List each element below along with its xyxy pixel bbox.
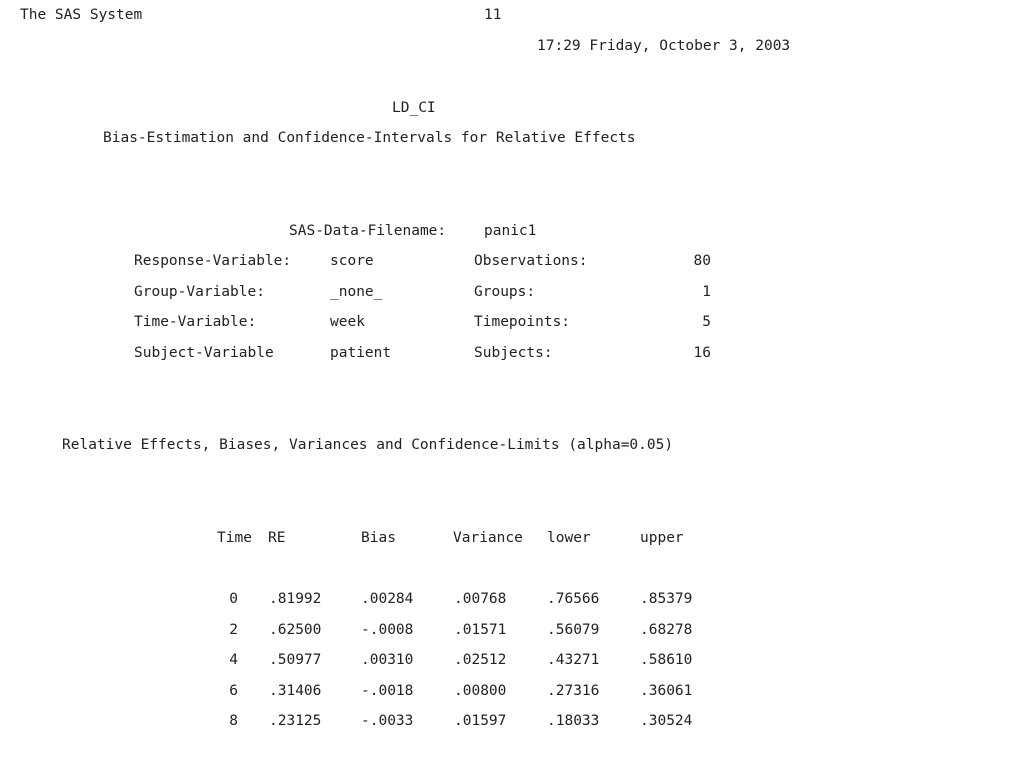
table-cell: .85379 — [640, 591, 693, 607]
filename-value: panic1 — [484, 223, 537, 239]
table-cell: .01571 — [454, 622, 507, 638]
table-cell: .01597 — [454, 713, 507, 729]
table-cell: .00310 — [361, 652, 414, 668]
table-cell: 8 — [229, 713, 238, 729]
column-header: Bias — [361, 530, 396, 546]
system-title: The SAS System — [20, 7, 143, 23]
column-header: Time — [217, 530, 252, 546]
table-cell: .62500 — [269, 622, 322, 638]
table-cell: .02512 — [454, 652, 507, 668]
info-label: Subject-Variable — [134, 345, 274, 361]
info-label: Time-Variable: — [134, 314, 257, 330]
table-cell: .31406 — [269, 683, 322, 699]
table-cell: -.0008 — [361, 622, 414, 638]
filename-label: SAS-Data-Filename: — [289, 223, 447, 239]
table-cell: .50977 — [269, 652, 322, 668]
procedure-subtitle: Bias-Estimation and Confidence-Intervals for Relative Effects — [103, 130, 636, 146]
column-header: Variance — [453, 530, 523, 546]
info-stat-value: 16 — [693, 345, 711, 361]
table-cell: .36061 — [640, 683, 693, 699]
info-label: Group-Variable: — [134, 284, 265, 300]
page-number: 11 — [484, 7, 502, 23]
table-cell: 2 — [229, 622, 238, 638]
info-value: patient — [330, 345, 392, 361]
table-cell: .56079 — [547, 622, 600, 638]
column-header: lower — [547, 530, 591, 546]
table-cell: -.0018 — [361, 683, 414, 699]
table-cell: .23125 — [269, 713, 322, 729]
info-stat-label: Groups: — [474, 284, 536, 300]
info-stat-label: Timepoints: — [474, 314, 571, 330]
info-label: Response-Variable: — [134, 253, 292, 269]
table-cell: .81992 — [269, 591, 322, 607]
results-heading: Relative Effects, Biases, Variances and Confidence-Limits (alpha=0.05) — [62, 437, 674, 453]
table-cell: 6 — [229, 683, 238, 699]
table-cell: .30524 — [640, 713, 693, 729]
info-stat-value: 80 — [693, 253, 711, 269]
table-cell: .43271 — [547, 652, 600, 668]
table-cell: 0 — [229, 591, 238, 607]
info-stat-value: 5 — [702, 314, 711, 330]
table-cell: -.0033 — [361, 713, 414, 729]
table-cell: 4 — [229, 652, 238, 668]
table-cell: .00768 — [454, 591, 507, 607]
table-cell: .18033 — [547, 713, 600, 729]
procedure-title: LD_CI — [392, 100, 436, 116]
table-cell: .76566 — [547, 591, 600, 607]
info-value: score — [330, 253, 374, 269]
info-value: _none_ — [330, 284, 383, 300]
table-cell: .58610 — [640, 652, 693, 668]
info-value: week — [330, 314, 365, 330]
table-cell: .00800 — [454, 683, 507, 699]
table-cell: .68278 — [640, 622, 693, 638]
info-stat-label: Observations: — [474, 253, 588, 269]
run-datetime: 17:29 Friday, October 3, 2003 — [537, 38, 791, 54]
table-cell: .27316 — [547, 683, 600, 699]
info-stat-label: Subjects: — [474, 345, 553, 361]
column-header: RE — [268, 530, 286, 546]
info-stat-value: 1 — [702, 284, 711, 300]
column-header: upper — [640, 530, 684, 546]
table-cell: .00284 — [361, 591, 414, 607]
